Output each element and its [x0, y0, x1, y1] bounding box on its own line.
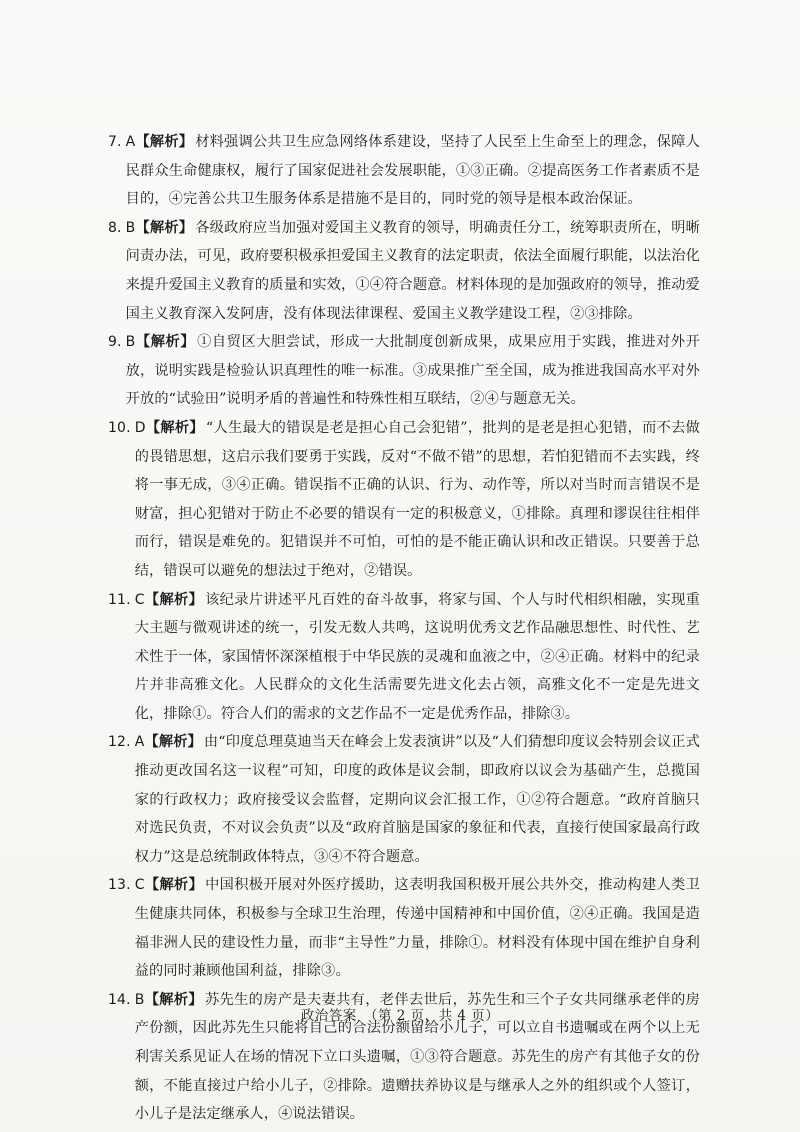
answer-choice: B [125, 334, 136, 351]
answer-body [135, 414, 700, 586]
answer-body [135, 728, 700, 871]
answer-body [126, 128, 700, 214]
analysis-tag: 【解析】 [144, 734, 202, 751]
answer-choice: B [134, 991, 145, 1008]
analysis-tag: 【解析】 [144, 991, 203, 1008]
answer-item [108, 871, 700, 985]
question-number: 13. [108, 877, 131, 894]
question-number: 11. [108, 591, 131, 608]
analysis-text: ①自贸区大胆尝试，形成一大批制度创新成果，成果应用于实践，推进对外开放，说明实践是检验认识真理性的唯一标准。③成果推广至全国，成为推进我国高水平对外开放的“试验田”说明矛盾的普遍性和特殊性相互联结，②④与题意无关。 [125, 334, 700, 408]
answer-list [108, 128, 700, 1129]
analysis-text: “人生最大的错误是老是担心自己会犯错”，批判的是老是担心犯错，而不去做的畏错思想，这启示我们要勇于实践，反对“不做不错”的思想，若怕犯错而不去实践，终将一事无成，③④正确。错误指不正确的认识、行为、动作等，所以对当时而言错误不是财富，担心犯错对于防止不必要的错误有一定的积极意义，①排除。真理和谬误往往相伴而行，错误是难免的。犯错误并不可怕，可怕的是不能正确认识和改正错误。只要善于总结，错误可以避免的想法过于绝对，②错误。 [134, 419, 700, 579]
analysis-tag: 【解析】 [135, 219, 194, 236]
analysis-text: 材料强调公共卫生应急网络体系建设，坚持了人民至上生命至上的理念，保障人民群众生命健康权，履行了国家促进社会发展职能，①③正确。②提高医务工作者素质不是目的，④完善公共卫生服务体系是措施不是目的，同时党的领导是根本政治保证。 [125, 134, 700, 208]
question-number: 14. [108, 991, 131, 1008]
analysis-text: 各级政府应当加强对爱国主义教育的领导，明确责任分工，统筹职责所在，明晰问责办法，可见，政府要积极承担爱国主义教育的法定职责，依法全面履行职能，以法治化来提升爱国主义教育的质量和实效，①④符合题意。材料体现的是加强政府的领导，推动爱国主义教育深入发阿唐，没有体现法律课程、爱国主义教学建设工程，②③排除。 [125, 219, 700, 322]
answer-item [108, 214, 700, 328]
answer-choice: B [125, 219, 136, 236]
answer-item [108, 586, 700, 729]
answer-item [108, 128, 700, 214]
analysis-text: 由“印度总理莫迪当天在峰会上发表演讲”以及“人们猜想印度议会特别会议正式推动更改国名这一议程”可知，印度的政体是议会制，即政府以议会为基础产生，总揽国家的行政权力；政府接受议会监督，定期向议会汇报工作，①②符合题意。“政府首脑只对选民负责，不对议会负责”以及“政府首脑是国家的象征和代表，直接行使国家最高行政权力”这是总统制政体特点，③④不符合题意。 [134, 734, 700, 865]
answer-item [108, 414, 700, 586]
analysis-tag: 【解析】 [144, 591, 204, 608]
answer-body [135, 586, 700, 729]
analysis-text: 该纪录片讲述平凡百姓的奋斗故事，将家与国、个人与时代相织相融，实现重大主题与微观讲述的统一，引发无数人共鸣，这说明优秀文艺作品融思想性、时代性、艺术性于一体，家国情怀深深植根于中华民族的灵魂和血液之中，②④正确。材料中的纪录片并非高雅文化。人民群众的文化生活需要先进文化去占领，高雅文化不一定是先进文化，排除①。符合人们的需求的文艺作品不一定是优秀作品，排除③。 [134, 591, 700, 722]
answer-body [135, 871, 700, 985]
answer-item [108, 728, 700, 871]
answer-choice: C [134, 877, 145, 894]
page-footer: 政治答案 （第 2 页，共 4 页） [300, 1008, 500, 1024]
analysis-tag: 【解析】 [144, 877, 204, 894]
analysis-tag: 【解析】 [145, 419, 204, 436]
analysis-text: 苏先生的房产是夫妻共有，老伴去世后，苏先生和三个子女共同继承老伴的房产份额，因此苏先生只能将自己的合法份额留给小儿子，可以立自书遗嘱或在两个以上无利害关系见证人在场的情况下立口头遗嘱，①③符合题意。苏先生的房产有其他子女的份额，不能直接过户给小儿子，②排除。遗赠扶养协议是与继承人之外的组织或个人签订，小儿子是法定继承人，④说法错误。 [134, 991, 700, 1123]
answer-body [126, 328, 700, 414]
question-number: 10. [108, 419, 131, 436]
answer-choice: A [125, 134, 136, 150]
question-number: 9. [108, 334, 122, 351]
answer-choice: D [134, 419, 146, 436]
answer-choice: A [134, 734, 145, 751]
question-number: 7. [108, 134, 122, 150]
question-number: 12. [108, 734, 131, 751]
analysis-tag: 【解析】 [135, 334, 196, 351]
analysis-text: 中国积极开展对外医疗援助，这表明我国积极开展公共外交，推动构建人类卫生健康共同体，积极参与全球卫生治理，传递中国精神和中国价值，②④正确。我国是造福非洲人民的建设性力量，而非“主导性”力量，排除①。材料没有体现中国在维护自身利益的同时兼顾他国利益，排除③。 [134, 877, 700, 980]
answer-body [126, 214, 700, 328]
analysis-tag: 【解析】 [135, 134, 194, 150]
question-number: 8. [108, 219, 122, 236]
answer-item [108, 328, 700, 414]
answer-choice: C [134, 591, 145, 608]
